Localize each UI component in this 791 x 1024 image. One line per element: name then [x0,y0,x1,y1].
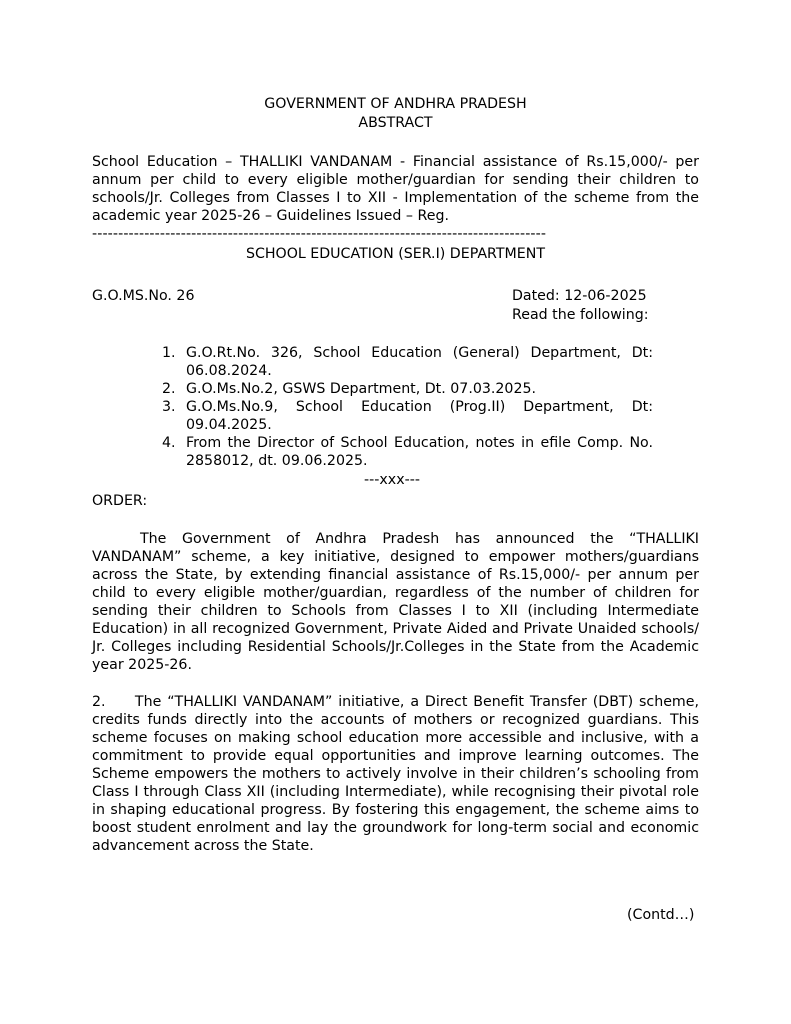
paragraph-2: 2. The “THALLIKI VANDANAM” initiative, a Direct Benefit Transfer (DBT) scheme, credits funds directly into the accounts of mothers or recognized guardians. This scheme focuses on making school education more accessible and inclusive, with a commitment to provide equal opportunities and improve learning outcomes. The Scheme empowers the mothers to actively involve in their children’s schooling from Class I through Class XII (including Intermediate), while recognising their pivotal role in shaping educational progress. By fostering this engagement, the scheme aims to boost student enrolment and lay the groundwork for long-term social and economic advancement across the State. [92,694,704,854]
department-title: SCHOOL EDUCATION (SER.I) DEPARTMENT [245,246,546,262]
continued-note: (Contd…) [627,907,695,923]
order-number: G.O.MS.No. 26 [92,288,195,304]
reference-item: 3. G.O.Ms.No.9, School Education (Prog.II) Department, Dt: 09.04.2025. [162,399,653,433]
order-heading: ORDER: [92,493,148,509]
references-list [162,344,653,470]
subject-text: School Education – THALLIKI VANDANAM - Financial assistance of Rs.15,000/- per annum per child to every eligible mother/guardian for sending their children to schools/Jr. Colleges from Classes I to XII - Implementation of the scheme from the academic year 2025-26 – Guidelines Issued – Reg. [92,154,699,224]
order-date: Dated: 12-06-2025 [512,288,647,304]
reference-item: 1. G.O.Rt.No. 326, School Education (General) Department, Dt: 06.08.2024. [162,345,653,379]
reference-item: 4. From the Director of School Education, notes in efile Comp. No. 2858012, dt. 09.06.2025. [162,435,653,469]
government-title: GOVERNMENT OF ANDHRA PRADESH [264,96,527,112]
abstract-title: ABSTRACT [358,115,433,131]
paragraph-1: The Government of Andhra Pradesh has announced the “THALLIKI VANDANAM” scheme, a key initiative, designed to empower mothers/guardians across the State, by extending financial assistance of Rs.15,000/- per annum per child to every eligible mother/guardian, regardless of the number of children for sending their children to Schools from Classes I to XII (including Intermediate Education) in all recognized Government, Private Aided and Private Unaided schools/ Jr. Colleges including Residential Schools/Jr.Colleges in the State from the Academic year 2025-26. [92,531,699,673]
divider-mark: ---xxx--- [364,472,420,488]
reference-item: 2. G.O.Ms.No.2, GSWS Department, Dt. 07.03.2025. [162,381,537,397]
read-following: Read the following: [512,307,649,323]
separator-line: --------------------------------------------------------------------------------------- [92,226,547,242]
